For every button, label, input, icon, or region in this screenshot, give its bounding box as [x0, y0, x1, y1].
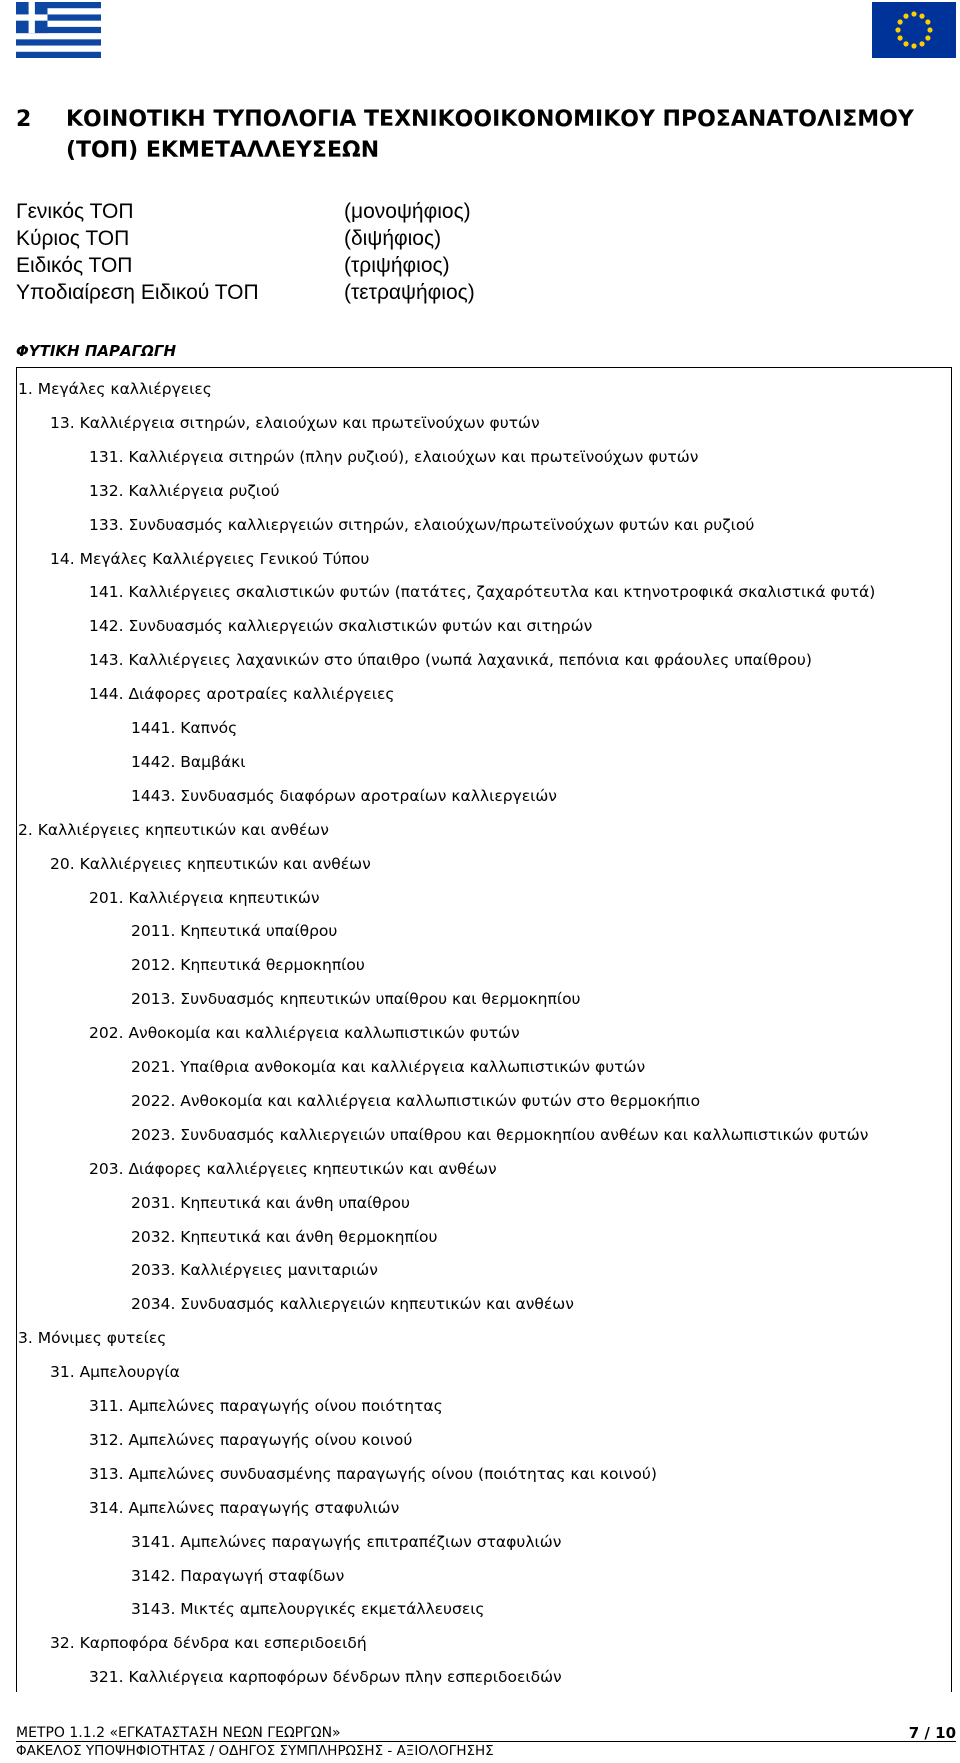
- tree-item-level-3: 202. Ανθοκομία και καλλιέργεια καλλωπιστικών φυτών: [89, 1024, 520, 1043]
- classification-digits: (μονοψήφιος): [344, 200, 471, 223]
- tree-item-level-3: 314. Αμπελώνες παραγωγής σταφυλιών: [89, 1498, 400, 1517]
- section-number: 2: [16, 107, 32, 132]
- tree-item-level-3: 201. Καλλιέργεια κηπευτικών: [89, 888, 320, 907]
- classification-digits: (διψήφιος): [344, 227, 442, 250]
- classification-row: [16, 225, 616, 252]
- eu-flag-icon: [872, 2, 956, 58]
- tree-item-level-4: 2011. Κηπευτικά υπαίθρου: [131, 922, 338, 941]
- classification-row: [16, 252, 616, 279]
- classification-label: Κύριος ΤΟΠ: [16, 227, 130, 250]
- tree-item-level-4: 2023. Συνδυασμός καλλιεργειών υπαίθρου και θερμοκηπίου ανθέων και καλλωπιστικών φυτών: [131, 1125, 869, 1144]
- tree-item-level-3: 311. Αμπελώνες παραγωγής οίνου ποιότητας: [89, 1397, 443, 1415]
- tree-item-level-3: 203. Διάφορες καλλιέργειες κηπευτικών και ανθέων: [89, 1159, 497, 1178]
- footer-measure: ΜΕΤΡΟ 1.1.2 «ΕΓΚΑΤΑΣΤΑΣΗ ΝΕΩΝ ΓΕΩΡΓΩΝ»: [16, 1725, 341, 1741]
- tree-item-level-4: 1443. Συνδυασμός διαφόρων αροτραίων καλλιεργειών: [131, 786, 557, 805]
- tree-item-level-4: 2032. Κηπευτικά και άνθη θερμοκηπίου: [131, 1227, 438, 1246]
- tree-item-level-3: 141. Καλλιέργειες σκαλιστικών φυτών (πατάτες, ζαχαρότευτλα και κτηνοτροφικά σκαλιστικά φυτά): [89, 583, 876, 602]
- tree-item-level-3: 142. Συνδυασμός καλλιεργειών σκαλιστικών φυτών και σιτηρών: [89, 617, 593, 636]
- tree-item-level-4: 2022. Ανθοκομία και καλλιέργεια καλλωπιστικών φυτών στο θερμοκήπιο: [131, 1091, 701, 1110]
- tree-item-level-4: 2013. Συνδυασμός κηπευτικών υπαίθρου και θερμοκηπίου: [131, 990, 581, 1009]
- category-title: ΦΥΤΙΚΗ ΠΑΡΑΓΩΓΗ: [16, 342, 177, 360]
- tree-item-level-4: 2012. Κηπευτικά θερμοκηπίου: [131, 956, 365, 975]
- tree-item-level-3: 132. Καλλιέργεια ρυζιού: [89, 481, 280, 500]
- classification-legend: [16, 198, 616, 306]
- tree-item-level-3: 133. Συνδυασμός καλλιεργειών σιτηρών, ελαιούχων/πρωτεϊνούχων φυτών και ρυζιού: [89, 515, 755, 534]
- tree-item-level-3: 144. Διάφορες αροτραίες καλλιέργειες: [89, 685, 395, 704]
- tree-item-level-2: 13. Καλλιέργεια σιτηρών, ελαιούχων και πρωτεϊνούχων φυτών: [50, 413, 540, 432]
- tree-item-level-4: 1441. Καπνός: [131, 719, 238, 737]
- tree-item-level-2: 14. Μεγάλες Καλλιέργειες Γενικού Τύπου: [50, 549, 370, 568]
- tree-item-level-3: 143. Καλλιέργειες λαχανικών στο ύπαιθρο (νωπά λαχανικά, πεπόνια και φράουλες υπαίθρου): [89, 651, 812, 670]
- classification-row: [16, 279, 616, 306]
- tree-item-level-1: 1. Μεγάλες καλλιέργειες: [18, 380, 212, 398]
- tree-item-level-4: 2021. Υπαίθρια ανθοκομία και καλλιέργεια καλλωπιστικών φυτών: [131, 1058, 646, 1076]
- tree-item-level-4: 2031. Κηπευτικά και άνθη υπαίθρου: [131, 1193, 410, 1212]
- classification-row: [16, 198, 616, 225]
- tree-item-level-3: 312. Αμπελώνες παραγωγής οίνου κοινού: [89, 1430, 413, 1449]
- classification-digits: (τετραψήφιος): [344, 281, 475, 304]
- classification-label: Ειδικός ΤΟΠ: [16, 254, 133, 277]
- classification-digits: (τριψήφιος): [344, 254, 450, 277]
- tree-item-level-2: 20. Καλλιέργειες κηπευτικών και ανθέων: [50, 854, 371, 873]
- classification-tree: [16, 367, 952, 1692]
- tree-item-level-4: 3143. Μικτές αμπελουργικές εκμετάλλευσεις: [131, 1600, 485, 1619]
- section-heading: [16, 104, 956, 166]
- tree-item-level-2: 32. Καρποφόρα δένδρα και εσπεριδοειδή: [50, 1634, 367, 1653]
- tree-item-level-4: 3141. Αμπελώνες παραγωγής επιτραπέζιων σταφυλιών: [131, 1532, 562, 1551]
- classification-label: Γενικός ΤΟΠ: [16, 200, 134, 223]
- tree-item-level-4: 1442. Βαμβάκι: [131, 752, 246, 771]
- tree-item-level-3: 313. Αμπελώνες συνδυασμένης παραγωγής οίνου (ποιότητας και κοινού): [89, 1464, 657, 1483]
- tree-item-level-4: 3142. Παραγωγή σταφίδων: [131, 1566, 345, 1585]
- tree-item-level-1: 2. Καλλιέργειες κηπευτικών και ανθέων: [18, 820, 329, 839]
- section-title: ΚΟΙΝΟΤΙΚΗ ΤΥΠΟΛΟΓΙΑ ΤΕΧΝΙΚΟΟΙΚΟΝΟΜΙΚΟΥ ΠΡΟΣΑΝΑΤΟΛΙΣΜΟΥ (ΤΟΠ) ΕΚΜΕΤΑΛΛΕΥΣΕΩΝ: [66, 107, 914, 163]
- greek-flag-icon: [16, 2, 101, 58]
- tree-item-level-4: 2033. Καλλιέργειες μανιταριών: [131, 1261, 378, 1280]
- tree-item-level-2: 31. Αμπελουργία: [50, 1363, 180, 1382]
- classification-label: Υποδιαίρεση Ειδικού ΤΟΠ: [16, 281, 259, 304]
- tree-item-level-3: 131. Καλλιέργεια σιτηρών (πλην ρυζιού), ελαιούχων και πρωτεϊνούχων φυτών: [89, 447, 699, 466]
- page-number: 7 / 10: [908, 1724, 956, 1742]
- footer-folder: ΦΑΚΕΛΟΣ ΥΠΟΨΗΦΙΟΤΗΤΑΣ / ΟΔΗΓΟΣ ΣΥΜΠΛΗΡΩΣΗΣ - ΑΞΙΟΛΟΓΗΣΗΣ: [16, 1743, 494, 1759]
- tree-item-level-3: 321. Καλλιέργεια καρποφόρων δένδρων πλην εσπεριδοειδών: [89, 1668, 562, 1687]
- tree-item-level-4: 2034. Συνδυασμός καλλιεργειών κηπευτικών και ανθέων: [131, 1295, 574, 1314]
- footer-measure-line: [16, 1724, 956, 1742]
- tree-item-level-1: 3. Μόνιμες φυτείες: [18, 1329, 167, 1348]
